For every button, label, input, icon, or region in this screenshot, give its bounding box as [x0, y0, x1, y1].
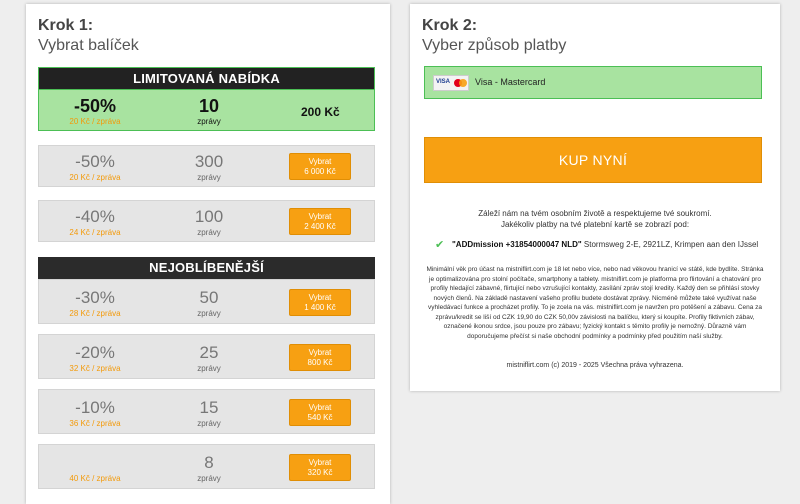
privacy-line-2: Jakékoliv platby na tvé platební kartě se zobrazí pod: — [500, 220, 690, 229]
package-option-300[interactable] — [38, 145, 375, 187]
select-button-price: 1 400 Kč — [304, 303, 336, 312]
select-button-price: 2 400 Kč — [304, 222, 336, 231]
package-messages — [174, 152, 244, 182]
discount-percent: -40% — [75, 207, 115, 226]
select-button-price: 6 000 Kč — [304, 167, 336, 176]
price-per-message: 20 Kč / zpráva — [69, 173, 121, 182]
package-discount — [53, 398, 137, 428]
payment-method-visa-mastercard[interactable] — [424, 66, 762, 99]
package-messages — [174, 96, 244, 126]
select-button-label: Vybrat — [308, 293, 332, 302]
message-count: 8 — [204, 453, 214, 472]
package-messages — [174, 398, 244, 428]
select-button-label: Vybrat — [308, 212, 332, 221]
discount-percent: -50% — [75, 152, 115, 171]
price-per-message: 32 Kč / zpráva — [69, 364, 121, 373]
step1-heading — [38, 16, 139, 56]
message-count: 10 — [198, 96, 220, 116]
message-count-label: zprávy — [197, 309, 221, 318]
message-count-label: zprávy — [197, 228, 221, 237]
check-icon: ✔ — [435, 239, 445, 251]
package-discount — [53, 343, 137, 373]
visa-logo-text: VISA — [436, 79, 451, 85]
payment-method-label: Visa - Mastercard — [475, 77, 546, 87]
message-count-label: zprávy — [197, 173, 221, 182]
select-package-button[interactable] — [289, 208, 351, 235]
package-discount — [53, 288, 137, 318]
select-package-button[interactable] — [289, 454, 351, 481]
package-messages — [174, 343, 244, 373]
discount-percent: -20% — [75, 343, 115, 362]
package-messages — [174, 288, 244, 318]
select-package-button[interactable] — [289, 153, 351, 180]
select-button-label: Vybrat — [308, 403, 332, 412]
select-package-button[interactable] — [289, 344, 351, 371]
discount-percent — [53, 453, 137, 473]
package-messages — [174, 207, 244, 237]
privacy-line-1: Záleží nám na tvém osobním životě a respektujeme tvé soukromí. — [478, 209, 712, 218]
select-button-price: 540 Kč — [307, 413, 333, 422]
package-option-15[interactable] — [38, 389, 375, 434]
message-count: 300 — [194, 152, 224, 171]
package-panel — [26, 4, 390, 504]
most-popular-header: NEJOBLÍBENĚJŠÍ — [38, 257, 375, 279]
legal-text: Minimální věk pro účast na mistniflirt.com je 18 let nebo více, nebo nad věkovou hranicí ve státě, kde bydlíte. Stránka je optimalizována pro stolní počítače, smartphony a tablety. mistniflirt.com je platforma pro flirtování a chatování pro profily hledající zábavné, flirtující nebo vzrušující kontakty, zasílání zpráv stojí kredity. Každý den se přihlásí stovky nových členů. Na základě nastavení vašeho profilu budete dostávat zprávy. Nicméně můžete také využívat naše vyhledávací funkce a procházet profily. To je zcela na vás. mistniflirt.com je navržen pro potěšení a zábavu. Cena za zprávu/kredit se liší od CZK 19,90 do CZK 50,00v závislosti na balíčku, který si koupíte. Profily fiktivních zábav, označené ikonou srdce, jsou pouze pro zábavu; fyzický kontakt s těmito profily je nemožný. Důrazně vám doporučujeme přečíst si naše obchodní podmínky a podmínky před použitím naší služby. — [426, 266, 764, 340]
package-price: 200 Kč — [301, 105, 340, 119]
price-per-message: 24 Kč / zpráva — [69, 228, 121, 237]
privacy-notice — [450, 208, 740, 230]
select-button-label: Vybrat — [308, 458, 332, 467]
merchant-name: "ADDmission +31854000047 NLD" — [452, 240, 582, 249]
message-count-label: zprávy — [197, 474, 221, 483]
package-messages — [174, 453, 244, 483]
discount-percent: -30% — [75, 288, 115, 307]
step1-label: Krok 1: — [38, 17, 94, 34]
price-per-message: 20 Kč / zpráva — [69, 117, 121, 126]
visa-mastercard-icon — [433, 75, 469, 91]
package-option-50[interactable] — [38, 279, 375, 324]
message-count-label: zprávy — [197, 364, 221, 373]
step2-heading — [422, 16, 566, 56]
message-count: 50 — [199, 288, 219, 307]
select-button-label: Vybrat — [308, 348, 332, 357]
select-package-button[interactable] — [289, 289, 351, 316]
message-count-label: zprávy — [197, 117, 221, 126]
select-package-button[interactable] — [289, 399, 351, 426]
message-count: 100 — [194, 207, 224, 226]
package-option-featured[interactable] — [38, 89, 375, 131]
step2-label: Krok 2: — [422, 17, 478, 34]
price-per-message: 36 Kč / zpráva — [69, 419, 121, 428]
message-count-label: zprávy — [197, 419, 221, 428]
discount-percent: -10% — [75, 398, 115, 417]
step2-subtitle: Vyber způsob platby — [422, 37, 567, 54]
price-per-message: 40 Kč / zpráva — [69, 474, 121, 483]
buy-now-button[interactable]: KUP NYNÍ — [424, 137, 762, 183]
package-discount — [53, 96, 137, 126]
payment-panel — [410, 4, 780, 391]
package-discount — [53, 453, 137, 483]
package-option-100[interactable] — [38, 200, 375, 242]
discount-percent: -50% — [73, 96, 117, 116]
merchant-address: Stormsweg 2-E, 2921LZ, Krimpen aan den IJssel — [583, 240, 759, 249]
select-button-label: Vybrat — [308, 157, 332, 166]
package-option-25[interactable] — [38, 334, 375, 379]
select-button-price: 320 Kč — [307, 468, 333, 477]
package-option-8[interactable] — [38, 444, 375, 489]
message-count: 25 — [199, 343, 219, 362]
limited-offer-header: LIMITOVANÁ NABÍDKA — [38, 67, 375, 90]
merchant-text — [452, 240, 758, 249]
price-per-message: 28 Kč / zpráva — [69, 309, 121, 318]
step1-subtitle: Vybrat balíček — [38, 37, 139, 54]
package-discount — [53, 152, 137, 182]
copyright: mistniflirt.com (c) 2019 - 2025 Všechna práva vyhrazena. — [506, 362, 684, 369]
select-button-price: 800 Kč — [307, 358, 333, 367]
package-discount — [53, 207, 137, 237]
message-count: 15 — [199, 398, 219, 417]
